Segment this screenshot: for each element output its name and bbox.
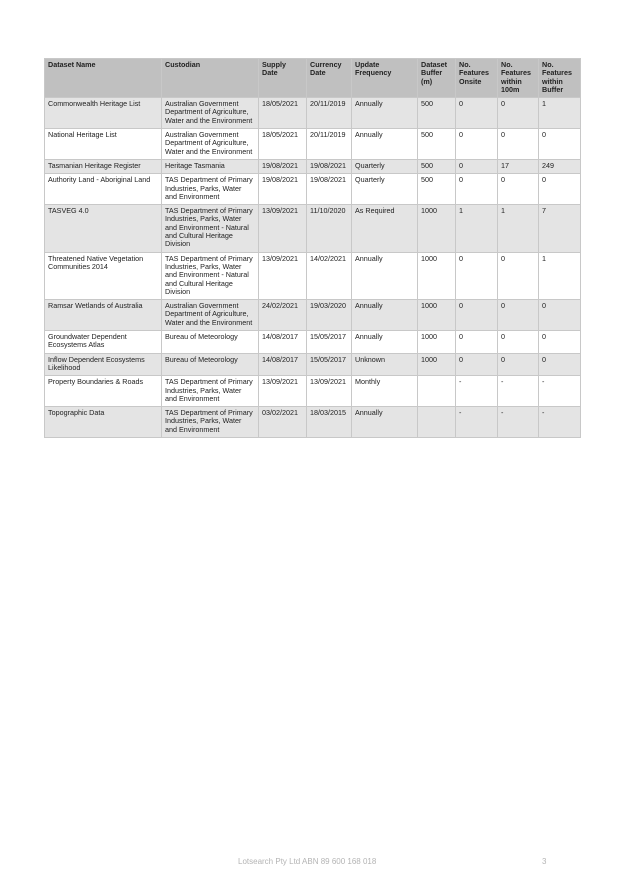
cell-dataset-name: National Heritage List bbox=[45, 129, 162, 160]
header-features-buffer: No. Features within Buffer bbox=[539, 59, 581, 98]
cell-features-onsite: 0 bbox=[456, 331, 498, 354]
cell-supply-date: 19/08/2021 bbox=[259, 174, 307, 205]
cell-custodian: TAS Department of Primary Industries, Parks, Water and Environment bbox=[162, 174, 259, 205]
table-body bbox=[45, 98, 581, 438]
cell-features-100m: 1 bbox=[498, 205, 539, 252]
cell-update-frequency: As Required bbox=[352, 205, 418, 252]
cell-features-buffer: 249 bbox=[539, 159, 581, 173]
cell-dataset-name: Topographic Data bbox=[45, 407, 162, 438]
cell-features-100m: 0 bbox=[498, 353, 539, 376]
cell-features-onsite: 0 bbox=[456, 129, 498, 160]
table-row bbox=[45, 331, 581, 354]
cell-dataset-name: Inflow Dependent Ecosystems Likelihood bbox=[45, 353, 162, 376]
table-row bbox=[45, 159, 581, 173]
cell-supply-date: 18/05/2021 bbox=[259, 98, 307, 129]
cell-dataset-buffer bbox=[418, 376, 456, 407]
cell-supply-date: 19/08/2021 bbox=[259, 159, 307, 173]
cell-update-frequency: Annually bbox=[352, 331, 418, 354]
cell-features-buffer: - bbox=[539, 407, 581, 438]
cell-currency-date: 19/08/2021 bbox=[307, 174, 352, 205]
cell-features-buffer: 0 bbox=[539, 129, 581, 160]
cell-features-onsite: 0 bbox=[456, 98, 498, 129]
table-row bbox=[45, 98, 581, 129]
cell-features-buffer: 0 bbox=[539, 353, 581, 376]
table-row bbox=[45, 300, 581, 331]
cell-custodian: TAS Department of Primary Industries, Parks, Water and Environment bbox=[162, 407, 259, 438]
header-features-100m: No. Features within 100m bbox=[498, 59, 539, 98]
cell-features-100m: 17 bbox=[498, 159, 539, 173]
header-supply-date: Supply Date bbox=[259, 59, 307, 98]
table-row bbox=[45, 205, 581, 252]
cell-currency-date: 19/03/2020 bbox=[307, 300, 352, 331]
cell-supply-date: 03/02/2021 bbox=[259, 407, 307, 438]
cell-currency-date: 11/10/2020 bbox=[307, 205, 352, 252]
cell-dataset-name: Ramsar Wetlands of Australia bbox=[45, 300, 162, 331]
cell-custodian: Australian Government Department of Agriculture, Water and the Environment bbox=[162, 300, 259, 331]
cell-features-100m: 0 bbox=[498, 331, 539, 354]
cell-currency-date: 13/09/2021 bbox=[307, 376, 352, 407]
cell-dataset-buffer bbox=[418, 407, 456, 438]
cell-supply-date: 13/09/2021 bbox=[259, 252, 307, 299]
cell-update-frequency: Annually bbox=[352, 407, 418, 438]
cell-dataset-buffer: 500 bbox=[418, 174, 456, 205]
table-row bbox=[45, 252, 581, 299]
cell-supply-date: 14/08/2017 bbox=[259, 331, 307, 354]
cell-dataset-buffer: 1000 bbox=[418, 300, 456, 331]
cell-features-onsite: 1 bbox=[456, 205, 498, 252]
cell-dataset-name: TASVEG 4.0 bbox=[45, 205, 162, 252]
cell-features-100m: 0 bbox=[498, 98, 539, 129]
cell-dataset-buffer: 500 bbox=[418, 159, 456, 173]
cell-dataset-buffer: 1000 bbox=[418, 331, 456, 354]
cell-features-onsite: - bbox=[456, 376, 498, 407]
cell-features-buffer: - bbox=[539, 376, 581, 407]
cell-custodian: TAS Department of Primary Industries, Parks, Water and Environment bbox=[162, 376, 259, 407]
cell-custodian: Australian Government Department of Agriculture, Water and the Environment bbox=[162, 98, 259, 129]
cell-dataset-buffer: 1000 bbox=[418, 252, 456, 299]
cell-supply-date: 18/05/2021 bbox=[259, 129, 307, 160]
cell-custodian: TAS Department of Primary Industries, Parks, Water and Environment - Natural and Cultural Heritage Division bbox=[162, 205, 259, 252]
cell-dataset-buffer: 1000 bbox=[418, 205, 456, 252]
cell-custodian: Australian Government Department of Agriculture, Water and the Environment bbox=[162, 129, 259, 160]
cell-dataset-name: Tasmanian Heritage Register bbox=[45, 159, 162, 173]
cell-update-frequency: Annually bbox=[352, 98, 418, 129]
cell-features-buffer: 0 bbox=[539, 331, 581, 354]
cell-currency-date: 14/02/2021 bbox=[307, 252, 352, 299]
cell-features-onsite: 0 bbox=[456, 174, 498, 205]
header-features-onsite: No. Features Onsite bbox=[456, 59, 498, 98]
cell-dataset-buffer: 1000 bbox=[418, 353, 456, 376]
header-dataset-buffer: Dataset Buffer (m) bbox=[418, 59, 456, 98]
cell-custodian: Bureau of Meteorology bbox=[162, 331, 259, 354]
cell-currency-date: 19/08/2021 bbox=[307, 159, 352, 173]
cell-supply-date: 13/09/2021 bbox=[259, 376, 307, 407]
dataset-table bbox=[44, 58, 581, 438]
cell-features-onsite: - bbox=[456, 407, 498, 438]
cell-features-buffer: 0 bbox=[539, 300, 581, 331]
cell-supply-date: 13/09/2021 bbox=[259, 205, 307, 252]
cell-features-onsite: 0 bbox=[456, 353, 498, 376]
footer-company: Lotsearch Pty Ltd ABN 89 600 168 018 bbox=[238, 857, 377, 866]
table-row bbox=[45, 353, 581, 376]
cell-dataset-name: Authority Land - Aboriginal Land bbox=[45, 174, 162, 205]
cell-features-100m: 0 bbox=[498, 300, 539, 331]
cell-currency-date: 18/03/2015 bbox=[307, 407, 352, 438]
cell-supply-date: 14/08/2017 bbox=[259, 353, 307, 376]
cell-currency-date: 15/05/2017 bbox=[307, 353, 352, 376]
cell-custodian: Heritage Tasmania bbox=[162, 159, 259, 173]
cell-features-buffer: 0 bbox=[539, 174, 581, 205]
cell-update-frequency: Unknown bbox=[352, 353, 418, 376]
table-row bbox=[45, 174, 581, 205]
table-row bbox=[45, 376, 581, 407]
header-currency-date: Currency Date bbox=[307, 59, 352, 98]
header-update-frequency: Update Frequency bbox=[352, 59, 418, 98]
page-number: 3 bbox=[542, 857, 547, 866]
header-dataset-name: Dataset Name bbox=[45, 59, 162, 98]
cell-features-100m: 0 bbox=[498, 174, 539, 205]
cell-features-onsite: 0 bbox=[456, 159, 498, 173]
cell-custodian: TAS Department of Primary Industries, Parks, Water and Environment - Natural and Cultural Heritage Division bbox=[162, 252, 259, 299]
cell-features-onsite: 0 bbox=[456, 252, 498, 299]
table-row bbox=[45, 129, 581, 160]
cell-dataset-buffer: 500 bbox=[418, 129, 456, 160]
cell-currency-date: 20/11/2019 bbox=[307, 98, 352, 129]
table-header-row bbox=[45, 59, 581, 98]
cell-features-onsite: 0 bbox=[456, 300, 498, 331]
cell-dataset-name: Groundwater Dependent Ecosystems Atlas bbox=[45, 331, 162, 354]
cell-features-buffer: 1 bbox=[539, 98, 581, 129]
header-custodian: Custodian bbox=[162, 59, 259, 98]
cell-features-buffer: 1 bbox=[539, 252, 581, 299]
cell-update-frequency: Monthly bbox=[352, 376, 418, 407]
cell-features-100m: - bbox=[498, 376, 539, 407]
cell-supply-date: 24/02/2021 bbox=[259, 300, 307, 331]
table-row bbox=[45, 407, 581, 438]
cell-update-frequency: Annually bbox=[352, 300, 418, 331]
cell-features-100m: 0 bbox=[498, 252, 539, 299]
cell-update-frequency: Quarterly bbox=[352, 174, 418, 205]
cell-currency-date: 15/05/2017 bbox=[307, 331, 352, 354]
cell-dataset-buffer: 500 bbox=[418, 98, 456, 129]
cell-features-100m: - bbox=[498, 407, 539, 438]
cell-currency-date: 20/11/2019 bbox=[307, 129, 352, 160]
cell-features-100m: 0 bbox=[498, 129, 539, 160]
cell-update-frequency: Annually bbox=[352, 252, 418, 299]
cell-update-frequency: Quarterly bbox=[352, 159, 418, 173]
cell-custodian: Bureau of Meteorology bbox=[162, 353, 259, 376]
cell-dataset-name: Threatened Native Vegetation Communities 2014 bbox=[45, 252, 162, 299]
cell-update-frequency: Annually bbox=[352, 129, 418, 160]
cell-dataset-name: Commonwealth Heritage List bbox=[45, 98, 162, 129]
cell-dataset-name: Property Boundaries & Roads bbox=[45, 376, 162, 407]
cell-features-buffer: 7 bbox=[539, 205, 581, 252]
